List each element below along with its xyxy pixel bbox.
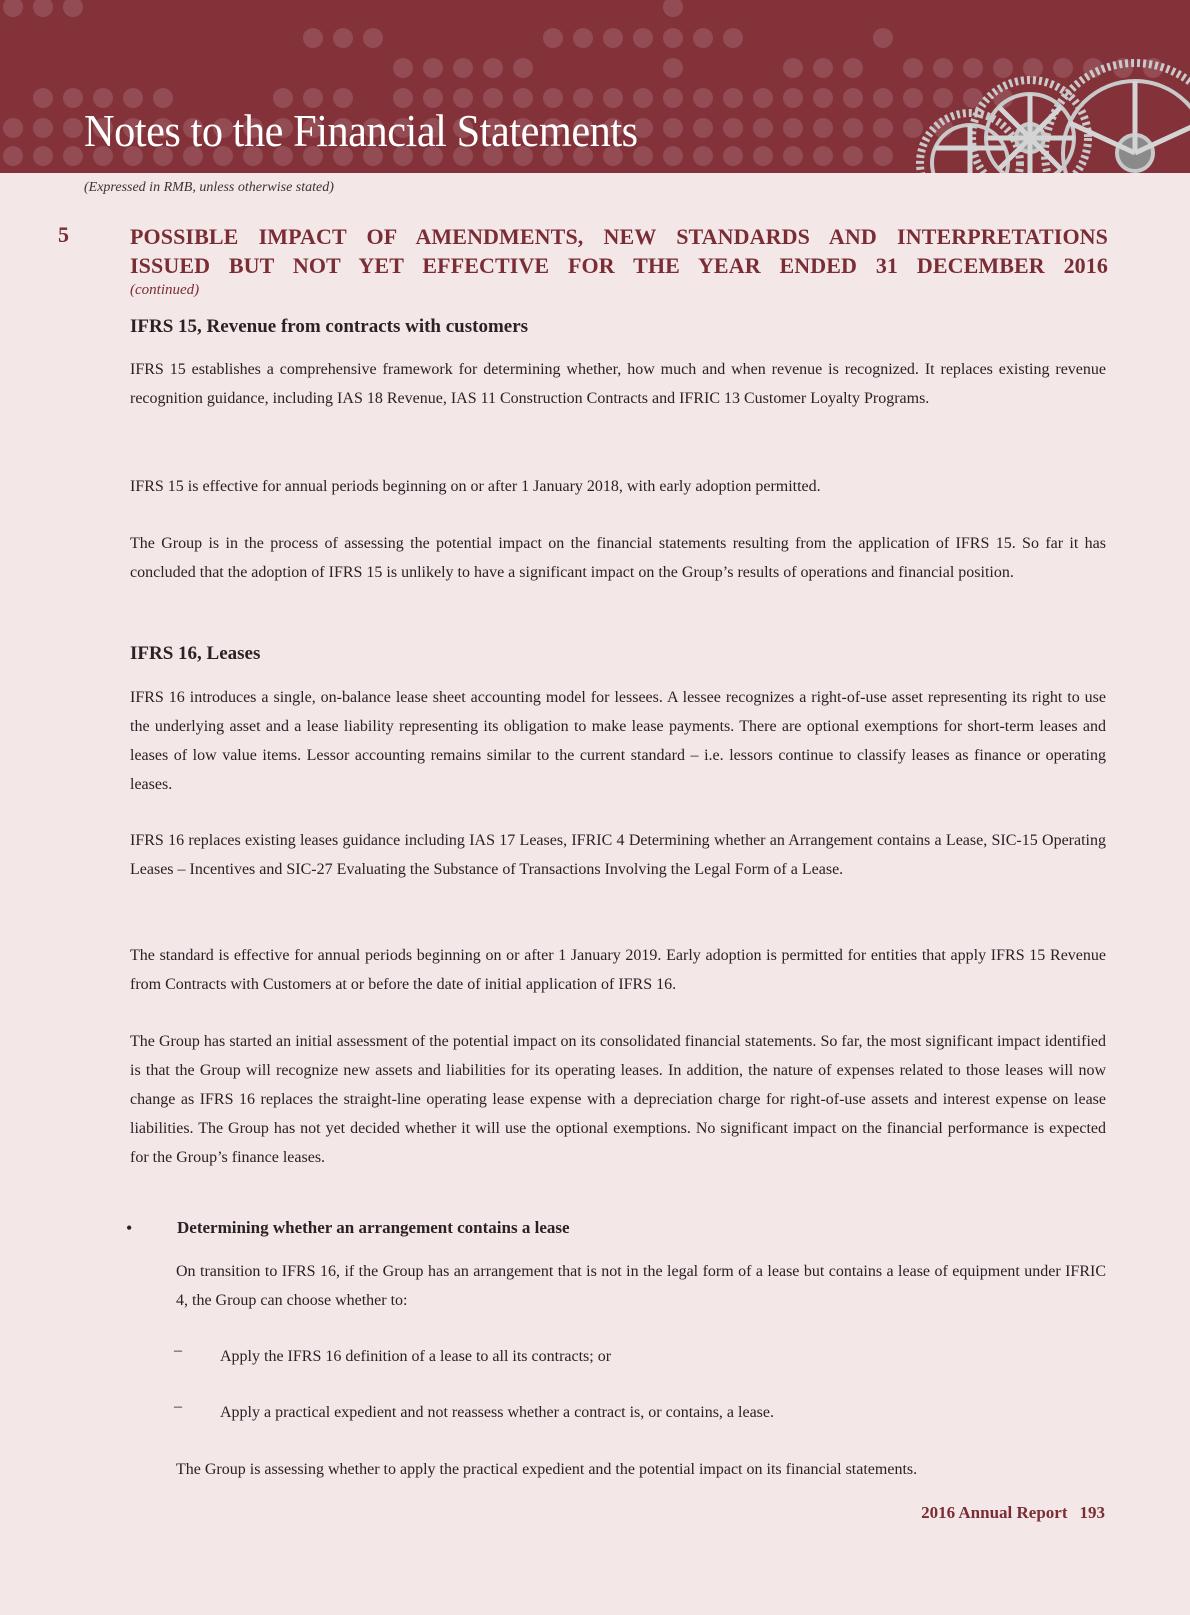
bullet-item (126, 1218, 1106, 1238)
paragraph: IFRS 15 establishes a comprehensive framework for determining whether, how much and when revenue is recognized. It replaces existing revenue recognition guidance, including IAS 18 Revenue, IAS 11 Construction Contracts and IFRIC 13 Customer Loyalty Programs. (130, 361, 1106, 407)
bullet-closing (176, 1455, 1106, 1484)
bullet-intro (176, 1257, 1106, 1315)
bullet-icon: • (126, 1218, 133, 1238)
paragraph: The Group is assessing whether to apply the practical expedient and the potential impact on its financial statements. (176, 1461, 918, 1478)
paragraph: The Group has started an initial assessment of the potential impact on its consolidated financial statements. So far, the most significant impact identified is that the Group will recognize new assets and liabilities for its operating leases. In addition, the nature of expenses related to those leases will now change as IFRS 16 replaces the straight-line operating lease expense with a depreciation charge for right-of-use assets and interest expense on lease liabilities. The Group has not yet decided whether it will use the optional exemptions. No significant impact on the financial performance is expected for the Group’s finance leases. (130, 1033, 1106, 1166)
dash-item (130, 1398, 1106, 1427)
ifrs16-heading: IFRS 16, Leases (130, 643, 261, 664)
ifrs15-heading: IFRS 15, Revenue from contracts with customers (130, 316, 529, 337)
page-title: Notes to the Financial Statements (84, 105, 638, 156)
paragraph: On transition to IFRS 16, if the Group has an arrangement that is not in the legal form of a lease but contains a lease of equipment under IFRIC 4, the Group can choose whether to: (176, 1263, 1106, 1309)
section-heading (58, 222, 1108, 299)
page-footer (921, 1503, 1105, 1523)
page-header-banner (0, 0, 1190, 173)
page-number: 193 (1079, 1503, 1105, 1522)
report-name: 2016 Annual Report (921, 1503, 1068, 1522)
section-number: 5 (58, 222, 69, 247)
paragraph: IFRS 16 replaces existing leases guidance including IAS 17 Leases, IFRIC 4 Determining whether an Arrangement contains a Lease, SIC-15 Operating Leases – Incentives and SIC-27 Evaluating the Substance of Transactions Involving the Legal Form of a Lease. (130, 832, 1106, 878)
dash-item (130, 1342, 1106, 1371)
paragraph: The standard is effective for annual periods beginning on or after 1 January 2019. Early adoption is permitted for entities that apply IFRS 15 Revenue from Contracts with Customers at or before the date of initial application of IFRS 16. (130, 947, 1106, 993)
paragraph: The Group is in the process of assessing the potential impact on the financial statements resulting from the application of IFRS 15. So far it has concluded that the adoption of IFRS 15 is unlikely to have a significant impact on the Group’s results of operations and financial position. (130, 535, 1106, 581)
ifrs16-paragraph-4 (130, 1027, 1106, 1172)
option-text: Apply a practical expedient and not reassess whether a contract is, or contains, a lease. (220, 1404, 775, 1421)
paragraph: IFRS 15 is effective for annual periods beginning on or after 1 January 2018, with early adoption permitted. (130, 478, 821, 495)
section-title-line-2: ISSUED BUT NOT YET EFFECTIVE FOR THE YEAR ENDED 31 DECEMBER 2016 (130, 253, 1108, 278)
continued-label: (continued) (130, 282, 200, 298)
ifrs15-paragraph-2 (130, 472, 1106, 501)
ifrs16-paragraph-2 (130, 826, 1106, 884)
dash-marker: – (174, 1398, 182, 1415)
bullet-heading: Determining whether an arrangement contains a lease (177, 1218, 570, 1237)
ifrs15-paragraph-1 (130, 355, 1106, 413)
ifrs16-paragraph-3 (130, 941, 1106, 999)
currency-note: (Expressed in RMB, unless otherwise stated) (84, 180, 334, 195)
ifrs15-paragraph-3 (130, 529, 1106, 587)
section-title (130, 222, 1108, 280)
ifrs16-block (130, 643, 1106, 665)
paragraph: IFRS 16 introduces a single, on-balance lease sheet accounting model for lessees. A lessee recognizes a right-of-use asset representing its right to use the underlying asset and a lease liability representing its obligation to make lease payments. There are optional exemptions for short-term leases and leases of low value items. Lessor accounting remains similar to the current standard – i.e. lessors continue to classify leases as finance or operating leases. (130, 689, 1106, 793)
dash-marker: – (174, 1342, 182, 1359)
ifrs15-block (130, 316, 1106, 338)
section-title-line-1: POSSIBLE IMPACT OF AMENDMENTS, NEW STANDARDS AND INTERPRETATIONS (130, 224, 1108, 249)
ifrs16-paragraph-1 (130, 683, 1106, 799)
gears-icon (910, 43, 1190, 173)
option-text: Apply the IFRS 16 definition of a lease to all its contracts; or (220, 1348, 612, 1365)
